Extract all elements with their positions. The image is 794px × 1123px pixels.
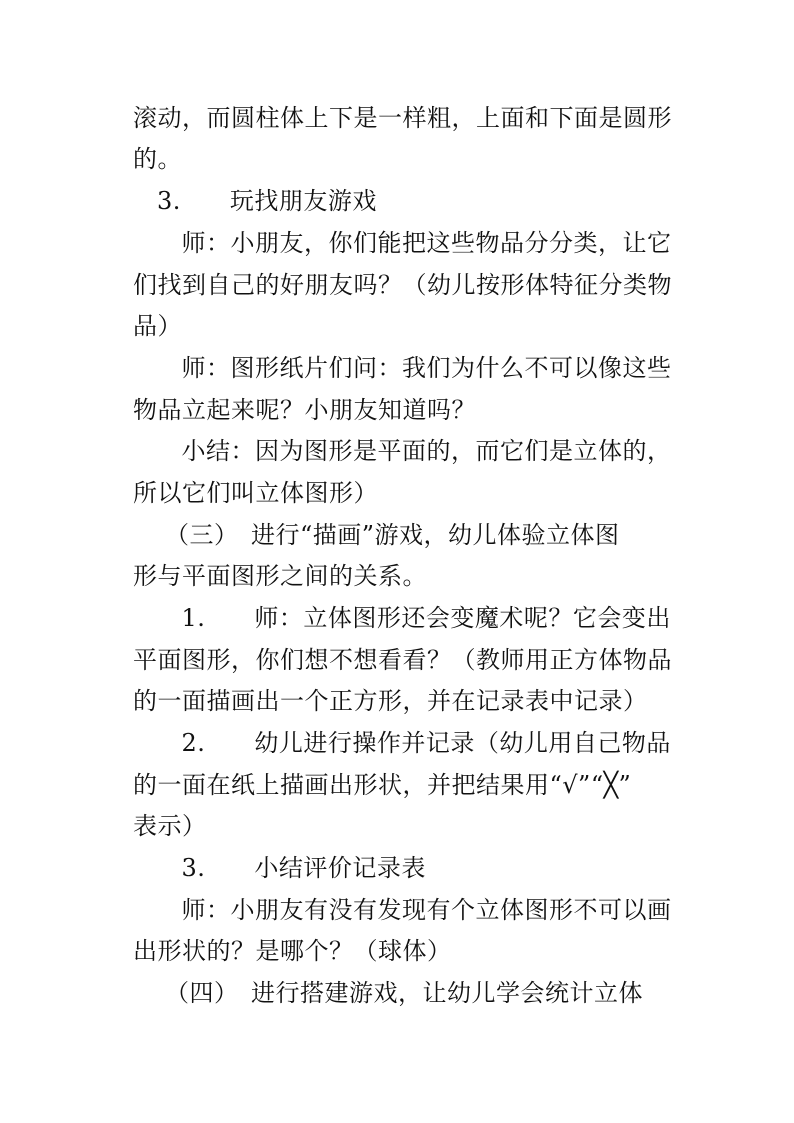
text-line: 师：小朋友有没有发现有个立体图形不可以画 (157, 896, 672, 924)
text-line: 们找到自己的好朋友吗？（幼儿按形体特征分类物 (133, 271, 672, 299)
section-heading: （四） 进行搭建游戏，让幼儿学会统计立体 (165, 979, 643, 1007)
section-heading: 3. 小结评价记录表 (157, 854, 426, 882)
text-line: 1. 师：立体图形还会变魔术呢？它会变出 (157, 604, 671, 632)
text-line: 的一面描画出一个正方形，并在记录表中记录） (133, 687, 648, 715)
text-line: 滚动，而圆柱体上下是一样粗，上面和下面是圆形 (133, 104, 672, 132)
text-line: 形与平面图形之间的关系。 (133, 562, 427, 590)
text-line: 出形状的？是哪个？（球体） (133, 937, 452, 965)
text-line: 平面图形，你们想不想看看？（教师用正方体物品 (133, 646, 672, 674)
section-heading: 3. 玩找朋友游戏 (157, 187, 377, 215)
text-line: 物品立起来呢？小朋友知道吗？ (133, 396, 476, 424)
text-line: 的一面在纸上描画出形状，并把结果用“√”“╳” (133, 771, 632, 799)
text-line: 师：图形纸片们问：我们为什么不可以像这些 (157, 354, 672, 382)
text-line: 小结：因为图形是平面的，而它们是立体的， (157, 437, 672, 465)
text-line: 表示） (133, 812, 207, 840)
text-line: 的。 (133, 145, 182, 173)
text-line: 2. 幼儿进行操作并记录（幼儿用自己物品 (157, 729, 671, 757)
text-line: 师：小朋友，你们能把这些物品分分类，让它 (157, 229, 672, 257)
text-line: 所以它们叫立体图形） (133, 479, 378, 507)
text-line: 品） (133, 312, 182, 340)
section-heading: （三） 进行“描画”游戏，幼儿体验立体图 (165, 521, 620, 549)
